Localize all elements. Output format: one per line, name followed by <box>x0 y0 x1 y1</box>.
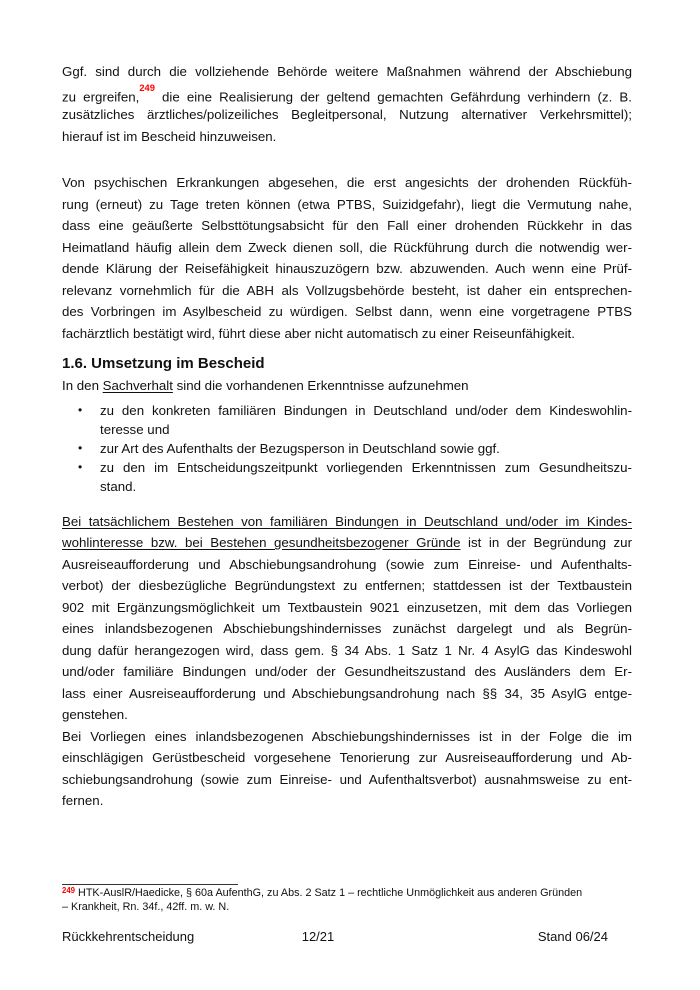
text-line <box>62 532 632 554</box>
footer-document-title: Rückkehrentscheidung <box>62 929 195 944</box>
bullet-icon: • <box>78 459 83 474</box>
footnote-reference: 249 <box>139 83 155 93</box>
text-segment: einschlägigen Gerüstbescheid vorgesehene Tenorierung zur Ausreiseaufforderung und Ab- <box>62 750 632 765</box>
text-segment: Bei tatsächlichem Bestehen von familiären Bindungen in Deutschland und/oder im Kindes- <box>62 513 632 529</box>
text-segment: schiebungsandrohung (sowie zum Einreise- und Aufenthaltsverbot) ausnahmsweise zu ent- <box>62 771 632 787</box>
text-line <box>62 747 632 769</box>
text-segment: zu den konkreten familiären Bindungen in Deutschland und/oder dem Kindeswohlin- <box>100 402 632 418</box>
text-line <box>100 401 632 420</box>
text-segment: zu den im Entscheidungszeitpunkt vorliegenden Erkenntnissen zum Gesundheitszu- <box>100 459 632 475</box>
bullet-icon: • <box>78 440 83 455</box>
text-segment: zur Art des Aufenthalts der Bezugsperson in Deutschland sowie ggf. <box>100 440 500 456</box>
text-segment: rung (erneut) zu Tage treten können (etwa PTBS, Suizidgefahr), liegt die Vermutung nahe, <box>62 196 632 212</box>
text-line <box>62 301 632 323</box>
text-segment: des Vorbringen im Asylbescheid zu würdigen. Selbst dann, wenn eine vorgetragene PTBS <box>62 304 632 319</box>
text-line <box>62 704 632 726</box>
text-line <box>62 769 632 791</box>
text-line <box>62 575 632 597</box>
intro-line <box>62 375 632 397</box>
text-segment: fernen. <box>62 793 104 808</box>
text-segment: Heimatland häufig allein dem Zweck dienen soll, die Rückführung durch die notwendig wer- <box>62 239 632 255</box>
text-segment: fachärztlich bestätigt wird, führt diese aber nicht automatisch zu einer Reiseunfähigkeit. <box>62 325 575 341</box>
text-line <box>62 683 632 705</box>
text-line <box>62 323 632 345</box>
text-line <box>62 172 632 194</box>
text-segment: ist in der Begründung zur <box>460 535 633 550</box>
bullet-list <box>62 401 632 496</box>
text-segment: Sachverhalt <box>102 378 173 393</box>
footer-version-date: Stand 06/24 <box>537 929 608 944</box>
text-segment: Ausreiseaufforderung und Abschiebungsandrohung (sowie zum Einreise- und Aufenthalts- <box>62 556 632 572</box>
text-segment: 902 mit Ergänzungsmöglichkeit um Textbaustein 9021 einzusetzen, mit dem das Vorliegen <box>62 599 632 615</box>
body-text <box>62 61 632 812</box>
bullet-item <box>62 458 632 496</box>
footnote-text-line2: – Krankheit, Rn. 34f., 42ff. m. w. N. <box>62 900 230 913</box>
text-segment: Von psychischen Erkrankungen abgesehen, die erst angesichts der drohenden Rückfüh- <box>62 175 632 190</box>
text-line <box>62 83 632 105</box>
text-line <box>62 280 632 302</box>
footnote <box>62 887 637 915</box>
text-segment: dung dafür herangezogen wird, dass gem. § 34 Abs. 1 Satz 1 Nr. 4 AsylG das Kindeswohl <box>62 642 632 658</box>
text-line <box>100 439 632 458</box>
text-line <box>62 790 632 812</box>
text-line <box>62 126 632 148</box>
text-segment: zu ergreifen, <box>62 88 140 104</box>
text-segment: dende Klärung der Reisefähigkeit hinauszuzögern bzw. abzuwenden. Auch wenn eine Prüf- <box>62 261 632 276</box>
text-segment: In den <box>62 378 103 393</box>
paragraph <box>62 172 632 344</box>
text-segment: die eine Realisierung der geltend gemachten Gefährdung verhindern (z. B. <box>154 88 633 104</box>
text-line <box>62 618 632 640</box>
text-line <box>62 661 632 683</box>
text-segment: zusätzliches ärztliches/polizeiliches Begleitpersonal, Nutzung alternativer Verkehrsmittel); <box>62 107 632 122</box>
paragraph <box>62 511 632 726</box>
text-line <box>62 640 632 662</box>
text-line <box>62 237 632 259</box>
text-line <box>62 511 632 533</box>
text-segment: hierauf ist im Bescheid hinzuweisen. <box>62 128 277 144</box>
text-segment: genstehen. <box>62 707 128 722</box>
text-line <box>62 215 632 237</box>
text-line <box>62 375 632 397</box>
text-line <box>62 194 632 216</box>
footnote-text-line1: HTK-AuslR/Haedicke, § 60a AufenthG, zu Abs. 2 Satz 1 – rechtliche Unmöglichkeit aus anderen Gründen <box>75 887 583 899</box>
text-line <box>100 477 632 496</box>
section-heading: 1.6. Umsetzung im Bescheid <box>62 355 265 372</box>
text-segment: wohlinteresse bzw. bei Bestehen gesundheitsbezogener Gründe <box>62 535 461 550</box>
paragraph <box>62 61 632 147</box>
text-segment: dass eine geäußerte Selbsttötungsabsicht für den Fall einer drohenden Rückkehr in das <box>62 218 632 233</box>
text-segment: teresse und <box>100 421 170 437</box>
text-line <box>62 597 632 619</box>
footnote-marker: 249 <box>62 885 76 895</box>
text-segment: stand. <box>100 478 137 494</box>
text-line <box>62 258 632 280</box>
text-segment: eines inlandsbezogenen Abschiebungshindernisses zunächst dargelegt und als Begrün- <box>62 621 632 636</box>
text-line <box>100 458 632 477</box>
footer-page-number: 12/21 <box>301 929 335 944</box>
text-segment: Bei Vorliegen eines inlandsbezogenen Abschiebungshindernisses ist in der Folge die im <box>62 728 632 744</box>
text-segment: relevanz vornehmlich für die ABH als Vollzugsbehörde besteht, ist daher ein entsprechen- <box>62 282 632 298</box>
text-segment: lass einer Ausreiseaufforderung und Abschiebungsandrohung nach §§ 34, 35 AsylG entge- <box>62 685 632 701</box>
text-segment: verbot) der diesbezügliche Begründungstext zu entfernen; stattdessen ist der Textbaustein <box>62 578 632 593</box>
text-line <box>100 420 632 439</box>
bullet-item <box>62 401 632 439</box>
text-line <box>62 554 632 576</box>
text-line <box>62 104 632 126</box>
text-segment: und/oder familiäre Bindungen und/oder der Gesundheitszustand des Ausländers dem Er- <box>62 664 632 679</box>
text-segment: Ggf. sind durch die vollziehende Behörde weitere Maßnahmen während der Abschiebung <box>62 64 632 79</box>
text-segment: sind die vorhandenen Erkenntnisse aufzunehmen <box>172 378 469 393</box>
page-footer <box>62 929 632 945</box>
footnote-separator <box>62 884 238 885</box>
text-line <box>62 726 632 748</box>
paragraph <box>62 726 632 812</box>
bullet-item <box>62 439 632 458</box>
text-line <box>62 61 632 83</box>
bullet-icon: • <box>78 402 83 417</box>
